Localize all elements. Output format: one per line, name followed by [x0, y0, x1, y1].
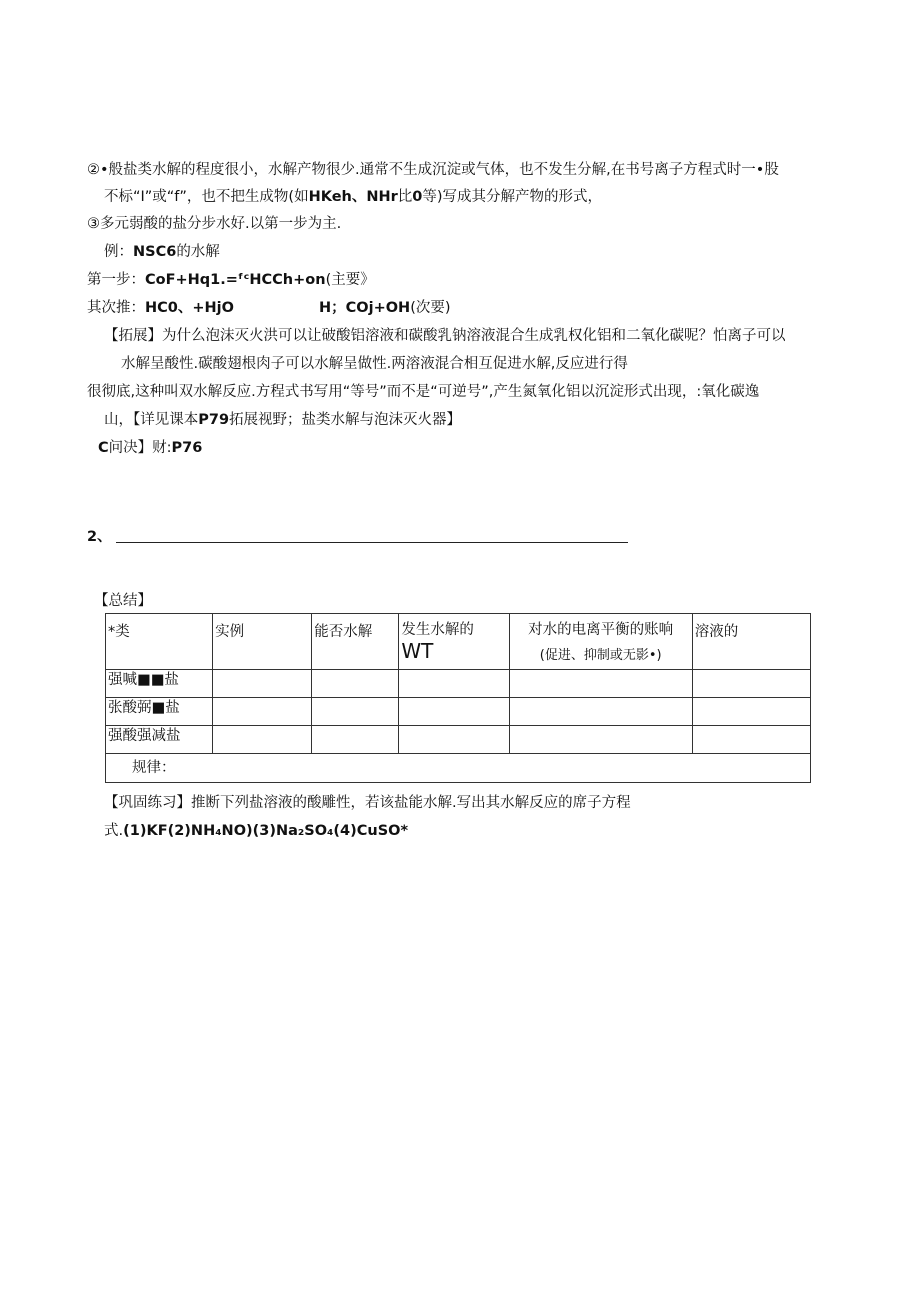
- question-reference-page: P76: [171, 440, 203, 456]
- table-cell: [509, 726, 692, 754]
- row-category-3: 强酸强减盐: [106, 726, 213, 754]
- header-category: *类: [106, 614, 213, 670]
- table-cell: [312, 726, 399, 754]
- rule-row: [106, 754, 811, 783]
- question-reference-text: 问决】财:: [108, 440, 172, 456]
- header-hydrolyzed-ion-line-1: 发生水解的: [401, 622, 474, 638]
- text-line-2-part-d: 0: [412, 189, 423, 205]
- step-two-reactants: HC0、+HjO: [145, 300, 234, 316]
- table-cell: [509, 670, 692, 698]
- table-cell: [312, 698, 399, 726]
- text-line-2: [104, 187, 602, 207]
- practice-line-1: 【巩固练习】推断下列盐溶液的酸雕性，若该盐能水解.写出其水解反应的席子方程: [104, 795, 631, 811]
- step-two-products-line: [319, 298, 451, 318]
- rule-cell: [106, 754, 811, 783]
- step-one-equation: CoF+Hq1.=ᶠᶜHCCh+on: [145, 272, 326, 288]
- step-two-line: [87, 298, 234, 318]
- table-cell: [213, 726, 312, 754]
- textbook-reference-prefix: 山，【详见课本: [104, 412, 199, 428]
- header-effect-on-ionization: [509, 614, 692, 670]
- summary-title: 【总结】: [94, 593, 152, 609]
- practice-salt-list: (1)KF(2)NH₄NO)(3)Na₂SO₄(4)CuSO*: [123, 823, 409, 839]
- textbook-page: P79: [198, 412, 230, 428]
- text-line-2-part-c: 比: [397, 189, 413, 205]
- table-cell: [399, 670, 509, 698]
- text-line-1: ②•般盐类水解的程度很小，水解产物很少.通常不生成沉淀或气体，也不发生分解,在书号离子方程式时一•股: [87, 162, 779, 178]
- step-one-label: 第一步：: [87, 272, 145, 288]
- header-hydrolysis: 能否水解: [312, 614, 399, 670]
- example-suffix: 的水解: [176, 244, 220, 260]
- row-category-1: 强喊■■盐: [106, 670, 213, 698]
- step-two-products: H；COj+OH: [319, 300, 411, 316]
- header-effect-line-1: 对水的电离平衡的账响: [528, 622, 674, 638]
- table-cell: [692, 726, 810, 754]
- step-two-note: (次要): [410, 300, 451, 316]
- text-line-2-part-b: HKeh、NHr: [308, 189, 398, 205]
- practice-line-2-prefix: 式.: [104, 823, 124, 839]
- extension-line-1: 【拓展】为什么泡沫灭火洪可以让破酸铝溶液和碳酸乳钠溶液混合生成乳权化铝和二氧化碳呢？怕离子可以: [104, 328, 786, 344]
- table-cell: [509, 698, 692, 726]
- table-row: [106, 698, 811, 726]
- example-formula: NSC6: [133, 244, 177, 260]
- textbook-reference-suffix: 拓展视野；盐类水解与泡沫灭火器】: [229, 412, 462, 428]
- textbook-reference-line: [104, 410, 461, 430]
- table-header-row: [106, 614, 811, 670]
- step-two-label: 其次推：: [87, 300, 145, 316]
- question-reference-line: [98, 438, 202, 458]
- table-cell: [399, 726, 509, 754]
- rule-label: 规律：: [132, 760, 176, 776]
- header-solution: 溶液的: [692, 614, 810, 670]
- question-2-number: 2、: [87, 529, 112, 545]
- practice-line-2: [104, 821, 408, 841]
- step-one-note: (主要》: [325, 272, 375, 288]
- question-reference-c: C: [98, 440, 109, 456]
- table-row: [106, 670, 811, 698]
- extension-line-3: 很彻底,这种叫双水解反应.方程式书写用“等号”而不是“可逆号”,产生氮氧化铝以沉淀形式出现，:氧化碳逸: [87, 384, 760, 400]
- example-line: [104, 242, 220, 262]
- table-cell: [312, 670, 399, 698]
- header-example: 实例: [213, 614, 312, 670]
- example-label: 例：: [104, 244, 133, 260]
- text-line-2-part-e: 等)写成其分解产物的形式，: [422, 189, 603, 205]
- text-line-3: ③多元弱酸的盐分步水好.以第一步为主.: [87, 216, 342, 232]
- step-one-line: [87, 270, 375, 290]
- table-cell: [692, 670, 810, 698]
- table-cell: [399, 698, 509, 726]
- summary-table: [105, 613, 811, 783]
- row-category-2: 张酸弼■盐: [106, 698, 213, 726]
- table-cell: [692, 698, 810, 726]
- answer-blank-line: [116, 542, 628, 543]
- table-row: [106, 726, 811, 754]
- table-cell: [213, 698, 312, 726]
- header-hydrolyzed-ion-line-2: WT: [401, 639, 434, 663]
- table-cell: [213, 670, 312, 698]
- header-effect-line-2: (促进、抑制或无影•): [539, 648, 662, 663]
- header-hydrolyzed-ion: [399, 614, 509, 670]
- text-line-2-part-a: 不标“I”或“f”，也不把生成物(如: [104, 189, 309, 205]
- extension-line-2: 水解呈酸性.碳酸翅根肉子可以水解呈做性.两溶液混合相互促进水解,反应进行得: [121, 356, 628, 372]
